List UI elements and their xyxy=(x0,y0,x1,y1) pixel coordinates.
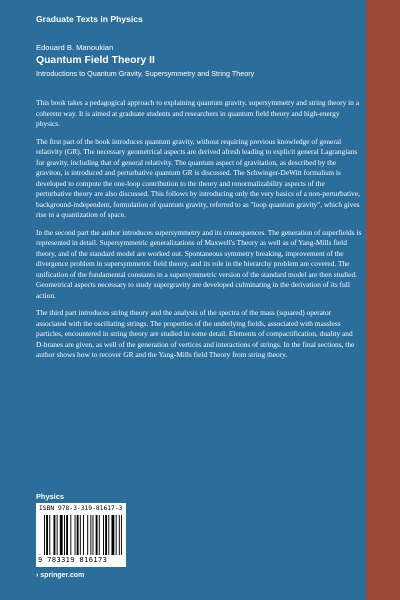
barcode-digits: 9 783319 816173 xyxy=(38,556,108,564)
blurb-paragraph: In the second part the author introduces supersymmetry and its consequences. The generation of superfields is represented in detail. Supersymmetric generalizations of Maxwell's Theory as well as of Yang-Mills field theory, and of the standard model are worked out. Spontaneous symmetry breaking, improvement of the divergence problem in supersymmetric field theory, and its role in the hierarchy problem are covered. The unification of the fundamental constants in a supersymmetric version of the standard model are then studied. Geometrical aspects necessary to study supergravity are developed culminating in the derivation of its full action. xyxy=(36,227,362,300)
subject-label: Physics xyxy=(36,492,64,501)
series-name: Graduate Texts in Physics xyxy=(36,14,143,24)
blurb xyxy=(36,98,362,368)
blurb-paragraph: The first part of the book introduces quantum gravity, without requiring previous knowledge of general relativity (GR). The necessary geometrical aspects are derived afresh leading to explicit general Lagrangians for gravity, including that of general relativity. The quantum aspect of gravitation, as described by the graviton, is introduced and perturbative quantum GR is discussed. The Schwinger-DeWitt formalism is developed to compute the one-loop contribution to the theory and renormalizability aspects of the perturbative theory are also discussed. This follows by introducing only the very basics of a non-perturbative, background-independent, formulation of quantum gravity, referred to as "loop quantum gravity", which gives rise to a quantization of space. xyxy=(36,136,360,219)
blurb-paragraph: The third part introduces string theory and the analysis of the spectra of the mass (squared) operator associated with the oscillating strings. The properties of the underlying fields, associated with massless particles, encountered in string theory are studied in some detail. Elements of compactification, duality and D-branes are given, as well of the generation of vertices and interactions of strings. In the final sections, the author shows how to recover GR and the Yang-Mills field Theory from string theory. xyxy=(36,308,355,359)
isbn-text: ISBN 978-3-319-81617-3 xyxy=(39,505,123,512)
barcode-bars xyxy=(44,515,122,555)
publisher-website: › springer.com xyxy=(36,572,85,579)
isbn-barcode xyxy=(36,503,126,567)
author-name: Edouard B. Manoukian xyxy=(36,43,114,52)
spine-color-strip xyxy=(366,0,400,600)
book-title: Quantum Field Theory II xyxy=(36,55,155,66)
book-subtitle: Introductions to Quantum Gravity, Supersymmetry and String Theory xyxy=(36,69,255,78)
blurb-paragraph: This book takes a pedagogical approach to explaining quantum gravity, supersymmetry and string theory in a coherent way. It is aimed at graduate students and researchers in quantum field theory and high-energy physics. xyxy=(36,98,359,128)
